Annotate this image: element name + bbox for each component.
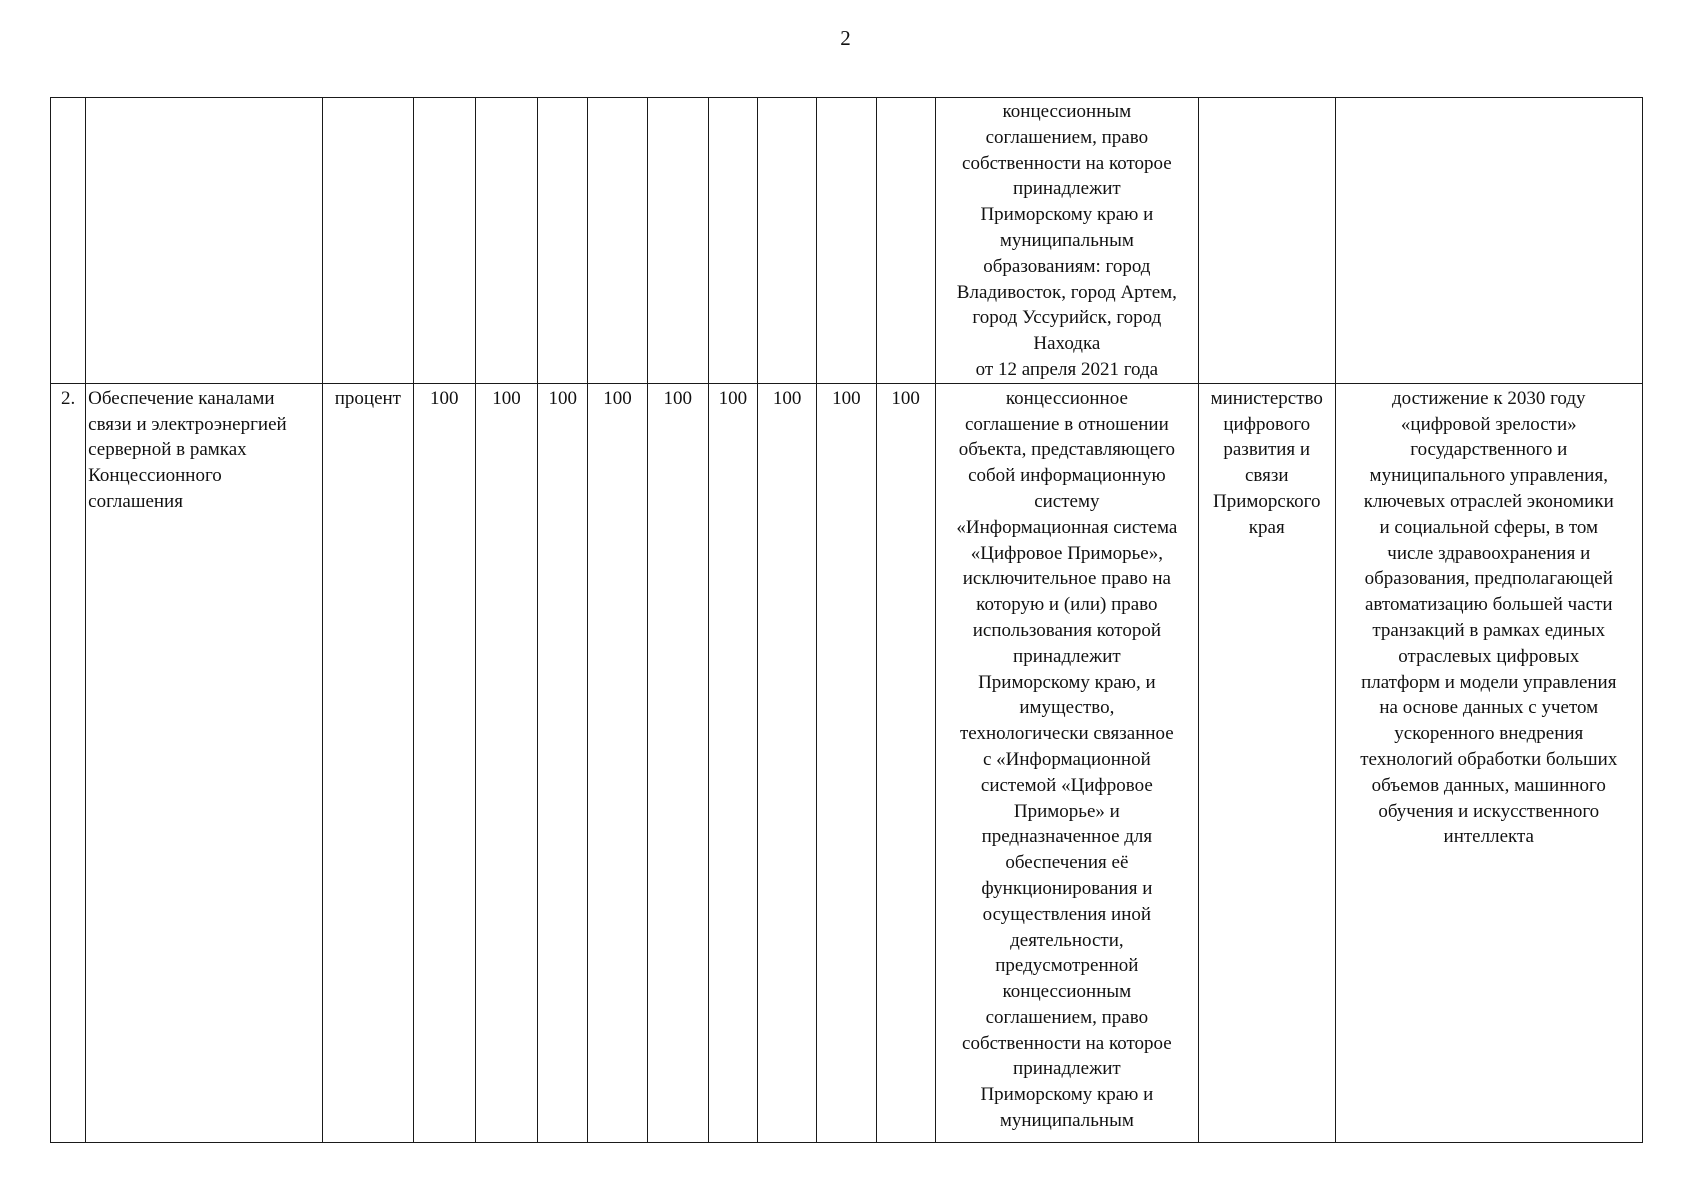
page-number: 2	[840, 26, 851, 50]
value-cell: 100	[475, 383, 537, 1142]
responsible-cell: министерство цифрового развития и связи Приморского края	[1198, 383, 1335, 1142]
value-cell: 100	[647, 383, 708, 1142]
value-cell	[413, 98, 475, 384]
unit-cell	[323, 98, 413, 384]
value-cell	[876, 98, 935, 384]
indicator-name-cell	[86, 98, 323, 384]
indicators-table	[50, 97, 1643, 1143]
unit-cell: процент	[323, 383, 413, 1142]
value-cell: 100	[817, 383, 876, 1142]
row-number-cell: 2.	[51, 383, 86, 1142]
basis-cell: концессионным соглашением, право собственности на которое принадлежит Приморскому краю и муниципальным образованиям: город Владивосток, город Артем, город Уссурийск, город Находка от 12 апреля 2021 года	[935, 98, 1198, 384]
goal-cell: достижение к 2030 году «цифровой зрелости» государственного и муниципального управления, ключевых отраслей экономики и социальной сферы, в том числе здравоохранения и образования, предполагающей автоматизацию большей части транзакций в рамках единых отраслевых цифровых платформ и модели управления на основе данных с учетом ускоренного внедрения технологий обработки больших объемов данных, машинного обучения и искусственного интеллекта	[1335, 383, 1642, 1142]
value-cell	[538, 98, 588, 384]
value-cell: 100	[538, 383, 588, 1142]
table-row	[51, 383, 1643, 1142]
value-cell	[708, 98, 757, 384]
value-cell	[475, 98, 537, 384]
value-cell: 100	[758, 383, 817, 1142]
goal-cell	[1335, 98, 1642, 384]
value-cell	[647, 98, 708, 384]
table-row-continuation	[51, 98, 1643, 384]
responsible-cell	[1198, 98, 1335, 384]
value-cell: 100	[588, 383, 647, 1142]
row-number-cell	[51, 98, 86, 384]
value-cell: 100	[876, 383, 935, 1142]
value-cell: 100	[708, 383, 757, 1142]
value-cell	[817, 98, 876, 384]
value-cell	[758, 98, 817, 384]
value-cell	[588, 98, 647, 384]
basis-cell: концессионное соглашение в отношении объекта, представляющего собой информационную систему «Информационная система «Цифровое Приморье», исключительное право на которую и (или) право использования которой принадлежит Приморскому краю, и имущество, технологически связанное с «Информационной системой «Цифровое Приморье» и предназначенное для обеспечения её функционирования и осуществления иной деятельности, предусмотренной концессионным соглашением, право собственности на которое принадлежит Приморскому краю и муниципальным	[935, 383, 1198, 1142]
indicator-name-cell: Обеспечение каналами связи и электроэнергией серверной в рамках Концессионного соглашения	[86, 383, 323, 1142]
value-cell: 100	[413, 383, 475, 1142]
